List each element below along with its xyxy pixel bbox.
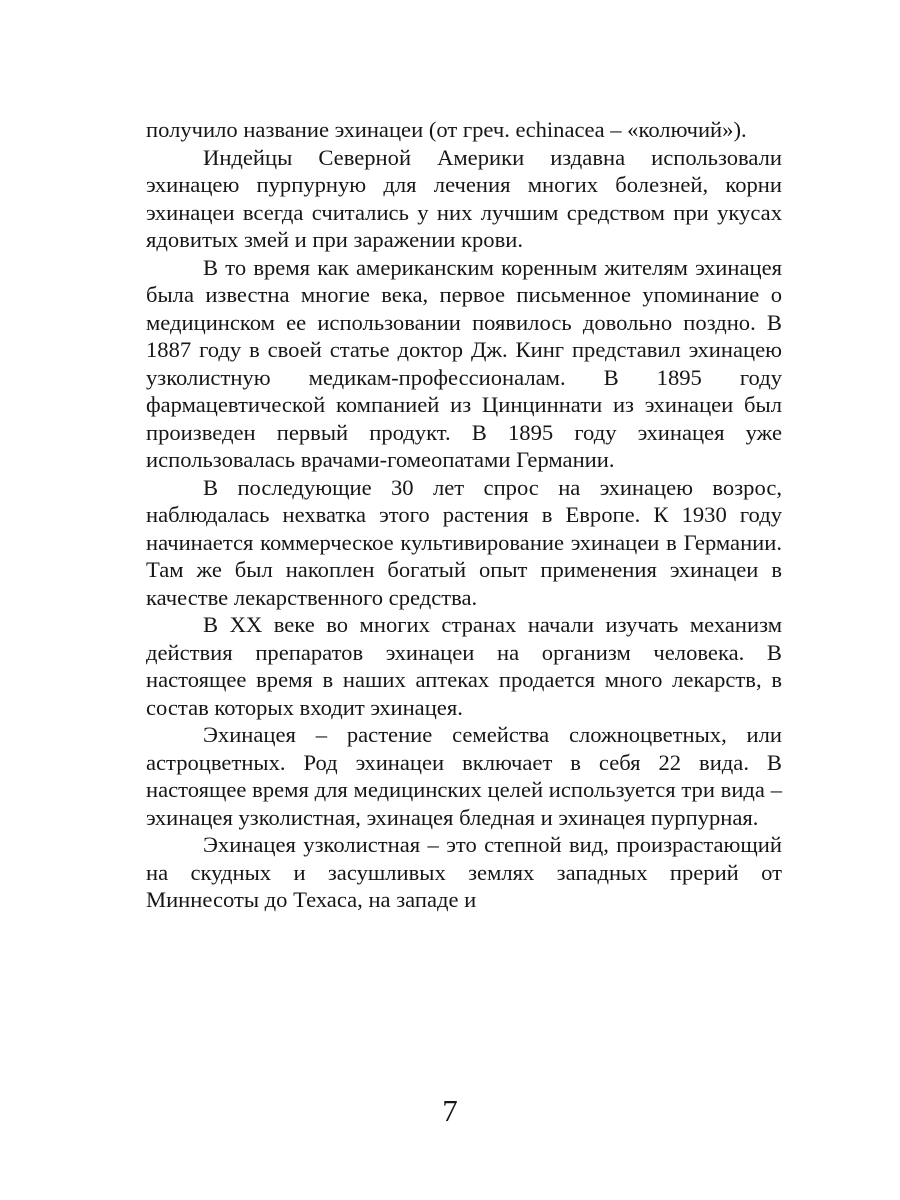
paragraph-first-mention: В то время как американским коренным жителям эхинацея была известна многие века, первое письменное упоминание о медицинском ее использовании появилось довольно поздно. В 1887 году в своей статье доктор Дж. Кинг представил эхинацею узколистную медикам-профессионалам. В 1895 году фармацевтической компанией из Цинциннати из эхинацеи был произведен первый продукт. В 1895 году эхинацея уже использовалась врачами-гомеопатами Германии. [146,254,782,472]
paragraph-narrow-leaved: Эхинацея узколистная – это степной вид, произрастающий на скудных и засушливых землях западных прерий от Миннесоты до Техаса, на западе и [146,832,782,912]
page-number: 7 [442,1093,458,1128]
paragraph-demand-growth: В последующие 30 лет спрос на эхинацею возрос, наблюдалась нехватка этого растения в Европе. К 1930 году начинается коммерческое культивирование эхинацеи в Германии. Там же был накоплен богатый опыт применения эхинацеи в качестве лекарственного средства. [146,474,782,610]
body-text [146,116,782,914]
paragraph-species: Эхинацея – растение семейства сложноцветных, или астроцветных. Род эхинацеи включает в себя 22 вида. В настоящее время для медицинских целей используется три вида – эхинацея узколистная, эхинацея бледная и эхинацея пурпурная. [146,722,782,830]
paragraph-continuation: получило название эхинацеи (от греч. echinacea – «колючий»). [146,117,747,142]
paragraph-twentieth-century: В XX веке во многих странах начали изучать механизм действия препаратов эхинацеи на организм человека. В настоящее время в наших аптеках продается много лекарств, в состав которых входит эхинацея. [146,612,782,720]
paragraph-native-americans: Индейцы Северной Америки издавна использовали эхинацею пурпурную для лечения многих болезней, корни эхинацеи всегда считались у них лучшим средством при укусах ядовитых змей и при заражении крови. [146,144,782,252]
